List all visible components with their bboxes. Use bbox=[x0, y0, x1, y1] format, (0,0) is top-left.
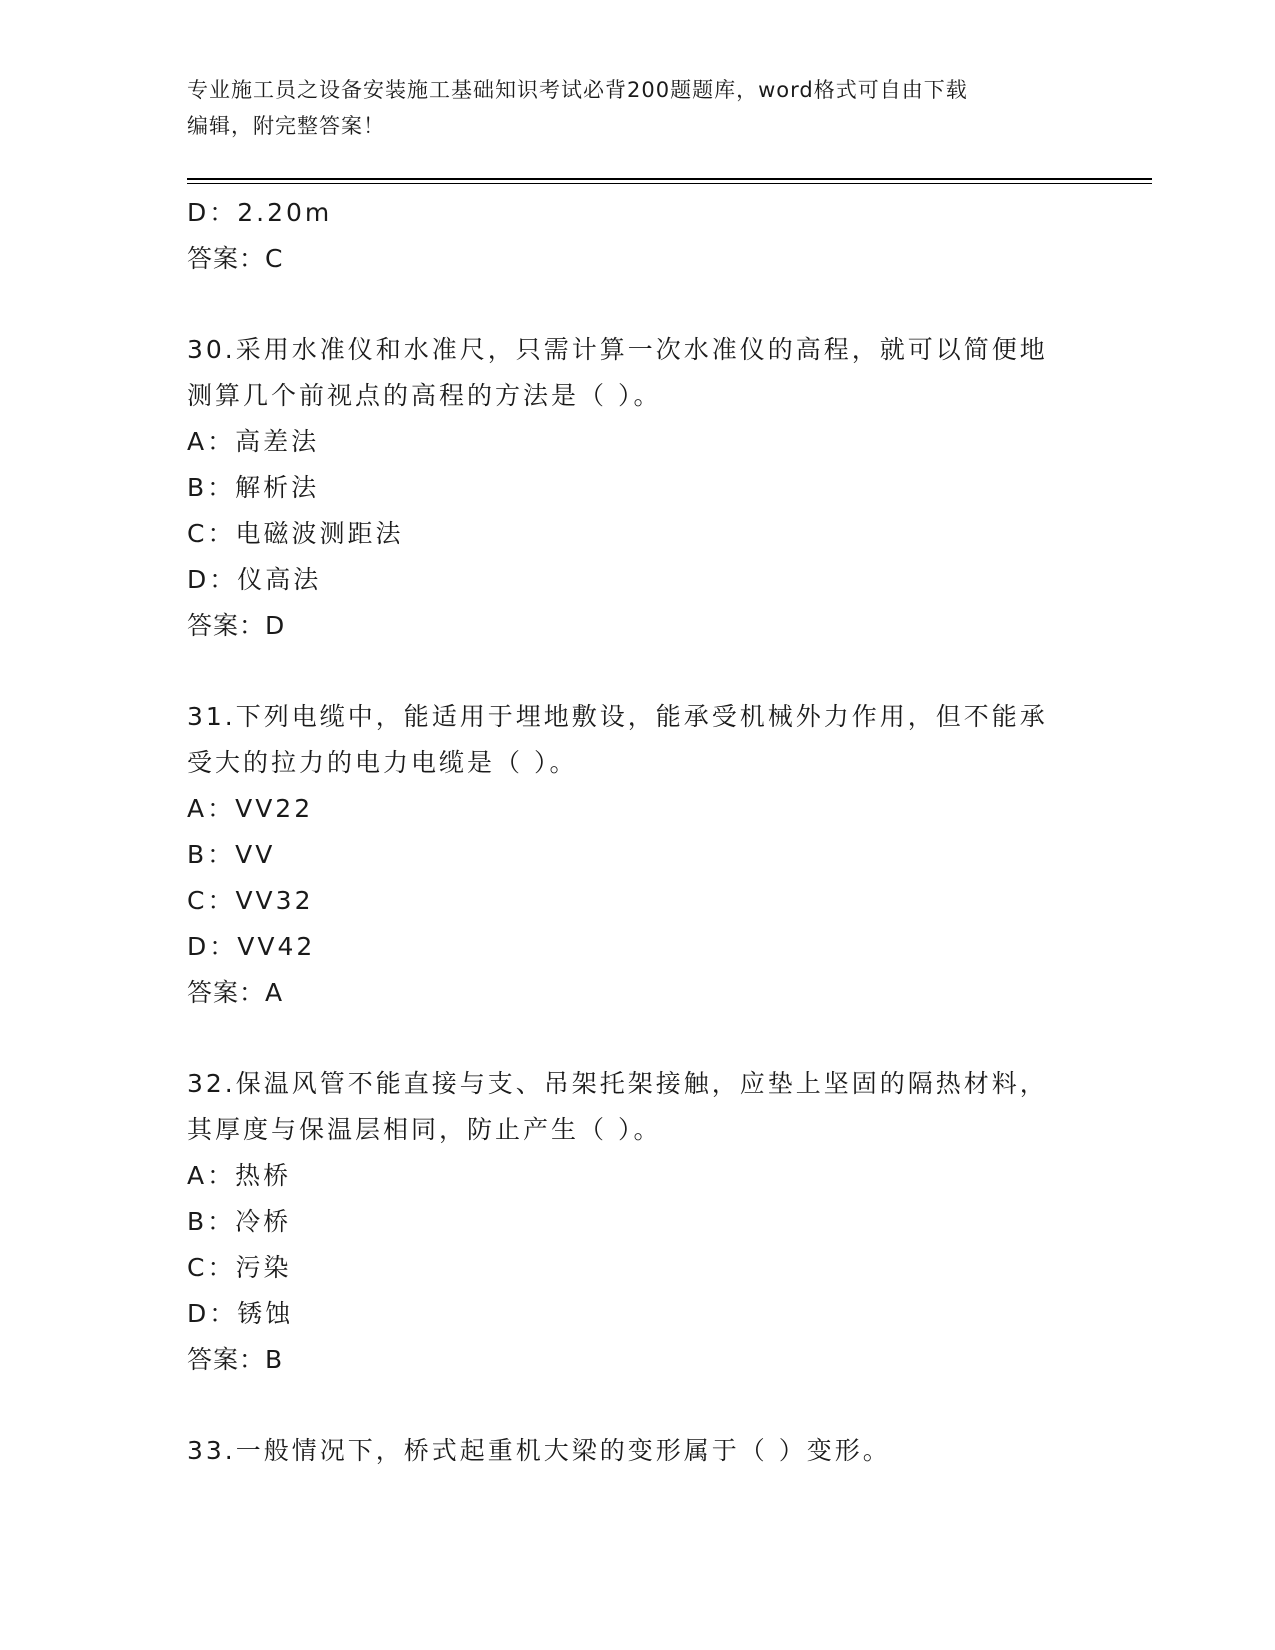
spacer bbox=[187, 282, 1087, 327]
answer: 答案：A bbox=[187, 978, 284, 1007]
question-stem-line-2: 测算几个前视点的高程的方法是（ ）。 bbox=[187, 381, 662, 410]
question-stem-line-1: 33.一般情况下，桥式起重机大梁的变形属于（ ）变形。 bbox=[187, 1436, 891, 1465]
option-b: B：VV bbox=[187, 840, 276, 869]
header-line-1: 专业施工员之设备安装施工基础知识考试必背200题题库，word格式可自由下载 bbox=[187, 78, 968, 102]
header-line-2: 编辑，附完整答案！ bbox=[187, 114, 385, 138]
page-header bbox=[187, 72, 1087, 144]
option-a: A：热桥 bbox=[187, 1161, 292, 1190]
document-body bbox=[187, 190, 1087, 1474]
answer: 答案：B bbox=[187, 1345, 284, 1374]
option-d: D：锈蚀 bbox=[187, 1299, 294, 1328]
question-stem-line-1: 32.保温风管不能直接与支、吊架托架接触，应垫上坚固的隔热材料， bbox=[187, 1069, 1048, 1098]
question-33 bbox=[187, 1428, 1087, 1474]
option-c: C：电磁波测距法 bbox=[187, 519, 404, 548]
spacer bbox=[187, 649, 1087, 694]
option-b: B：解析法 bbox=[187, 473, 320, 502]
question-stem-line-1: 30.采用水准仪和水准尺，只需计算一次水准仪的高程，就可以简便地 bbox=[187, 335, 1048, 364]
header-divider-thin bbox=[187, 183, 1152, 184]
question-stem-line-2: 其厚度与保温层相同，防止产生（ ）。 bbox=[187, 1115, 662, 1144]
question-stem-line-1: 31.下列电缆中，能适用于埋地敷设，能承受机械外力作用，但不能承 bbox=[187, 702, 1048, 731]
option-a: A：VV22 bbox=[187, 794, 314, 823]
prev-option-d: D：2.20m bbox=[187, 198, 333, 227]
option-d: D：仪高法 bbox=[187, 565, 322, 594]
header-divider-thick bbox=[187, 178, 1152, 180]
spacer bbox=[187, 1016, 1087, 1061]
question-30 bbox=[187, 327, 1087, 649]
question-31 bbox=[187, 694, 1087, 1016]
prev-answer: 答案：C bbox=[187, 244, 284, 273]
question-32 bbox=[187, 1061, 1087, 1383]
option-c: C：VV32 bbox=[187, 886, 314, 915]
question-stem-line-2: 受大的拉力的电力电缆是（ ）。 bbox=[187, 748, 578, 777]
option-b: B：冷桥 bbox=[187, 1207, 292, 1236]
option-d: D：VV42 bbox=[187, 932, 316, 961]
option-a: A：高差法 bbox=[187, 427, 320, 456]
spacer bbox=[187, 1383, 1087, 1428]
answer: 答案：D bbox=[187, 611, 286, 640]
option-c: C：污染 bbox=[187, 1253, 292, 1282]
